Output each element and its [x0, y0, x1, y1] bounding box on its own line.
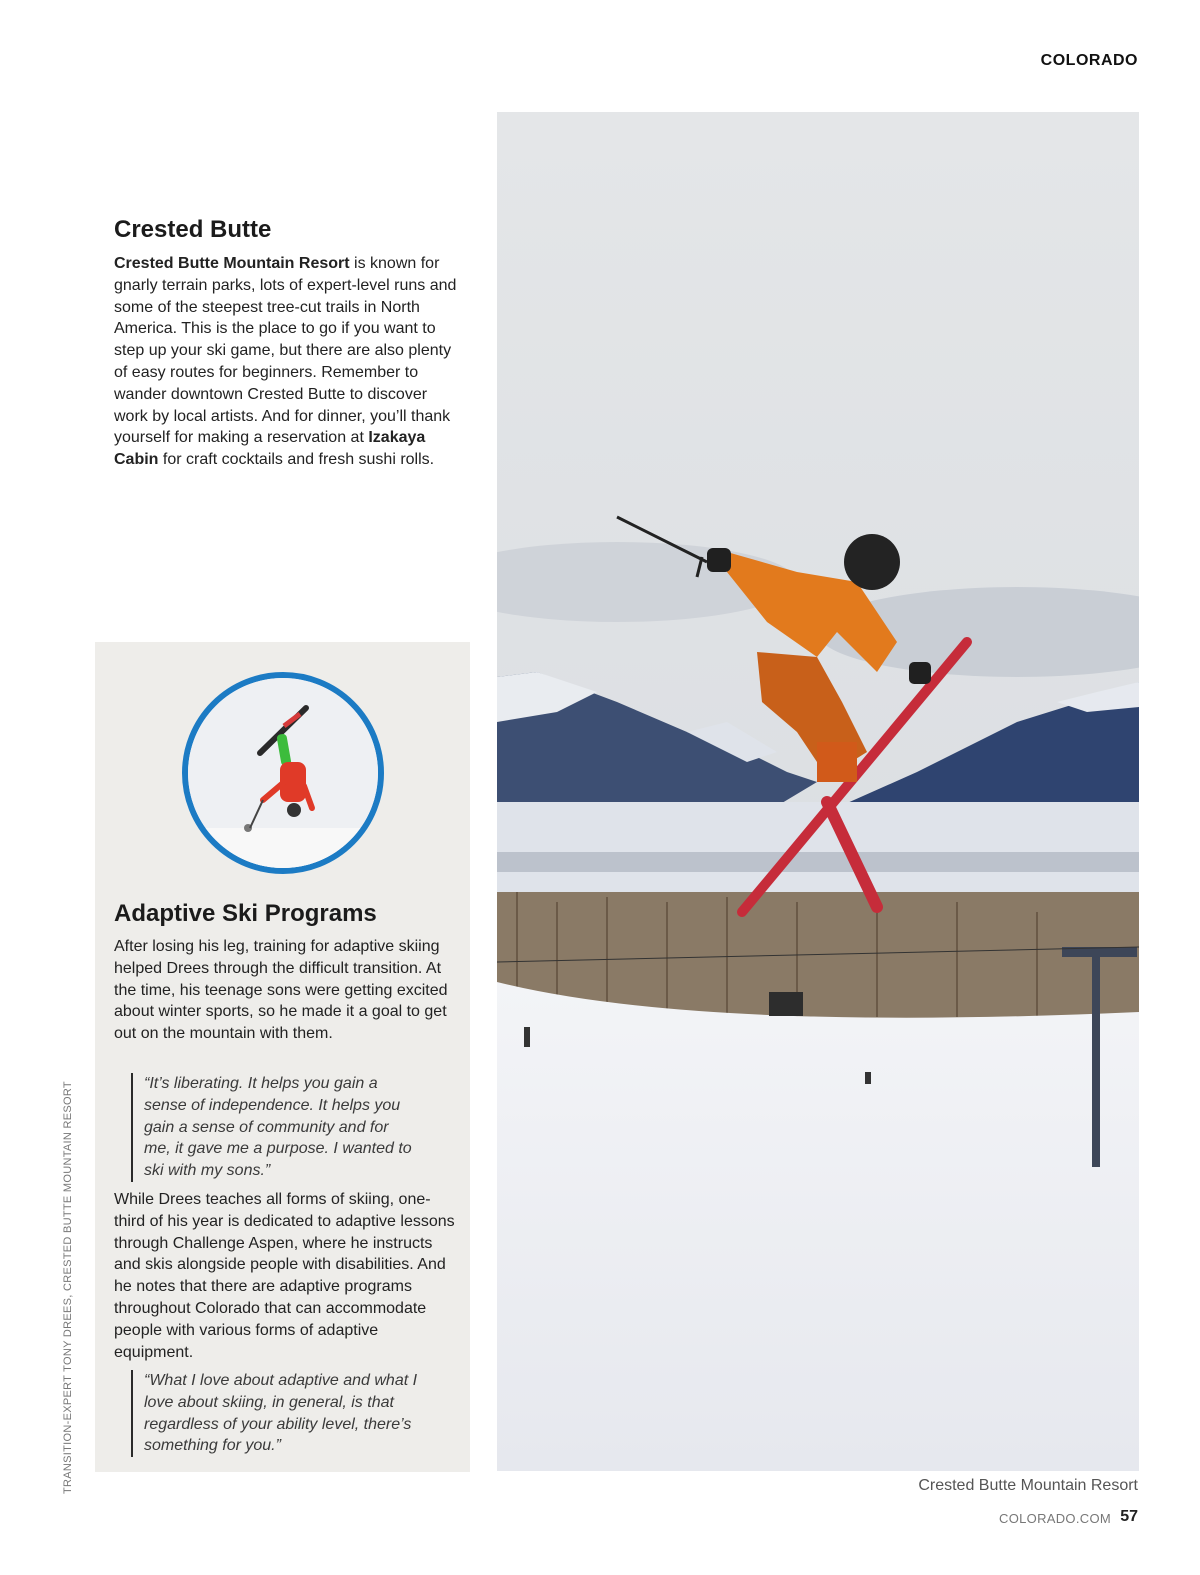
body-text-b: for craft cocktails and fresh sushi rolls. — [158, 451, 435, 469]
pull-quote: “It’s liberating. It helps you gain a sense of independence. It helps you gain a sense of community and for me, it gave me a purpose. I wanted to ski with my sons.” — [131, 1073, 414, 1182]
skier-jump-photo — [497, 112, 1139, 1471]
crested-butte-article — [114, 216, 464, 471]
footer-site-name: COLORADO.COM — [999, 1511, 1111, 1526]
sidebar-paragraph: While Drees teaches all forms of skiing, one-third of his year is dedicated to adaptive lessons through Challenge Aspen, where he instructs and skis alongside people with disabilities. And he notes that there are adaptive programs throughout Colorado that can accommodate people with various forms of adaptive equipment. — [114, 1191, 455, 1361]
photo-credit: TRANSITION-EXPERT TONY DREES, CRESTED BUTTE MOUNTAIN RESORT — [62, 1081, 74, 1494]
pull-quote: “What I love about adaptive and what I love about skiing, in general, is that regardless of your ability level, there’s something for you.” — [131, 1370, 429, 1457]
resort-name: Crested Butte Mountain Resort — [114, 255, 350, 272]
adaptive-ski-sidebar — [95, 642, 470, 1472]
sidebar-title: Adaptive Ski Programs — [114, 900, 377, 927]
section-label: COLORADO — [1040, 52, 1138, 69]
article-title: Crested Butte — [114, 216, 272, 243]
body-text-a: is known for gnarly terrain parks, lots of expert-level runs and some of the steepest tree-cut trails in North America. This is the place to go if you want to step up your ski game, but there are also plenty of easy routes for beginners. Remember to wander downtown Crested Butte to discover work by local artists. And for dinner, you’ll thank yourself for making a reservation at — [114, 255, 457, 447]
sidebar-paragraph: After losing his leg, training for adaptive skiing helped Drees through the difficult transition. At the time, his teenage sons were getting excited about winter sports, so he made it a goal to get out on the mountain with them. — [114, 938, 448, 1043]
photo-caption: Crested Butte Mountain Resort — [918, 1477, 1138, 1494]
page-number: 57 — [1120, 1508, 1138, 1525]
adaptive-skier-photo — [182, 672, 384, 874]
article-body — [114, 253, 464, 471]
restaurant-name: Izakaya Cabin — [114, 429, 426, 469]
